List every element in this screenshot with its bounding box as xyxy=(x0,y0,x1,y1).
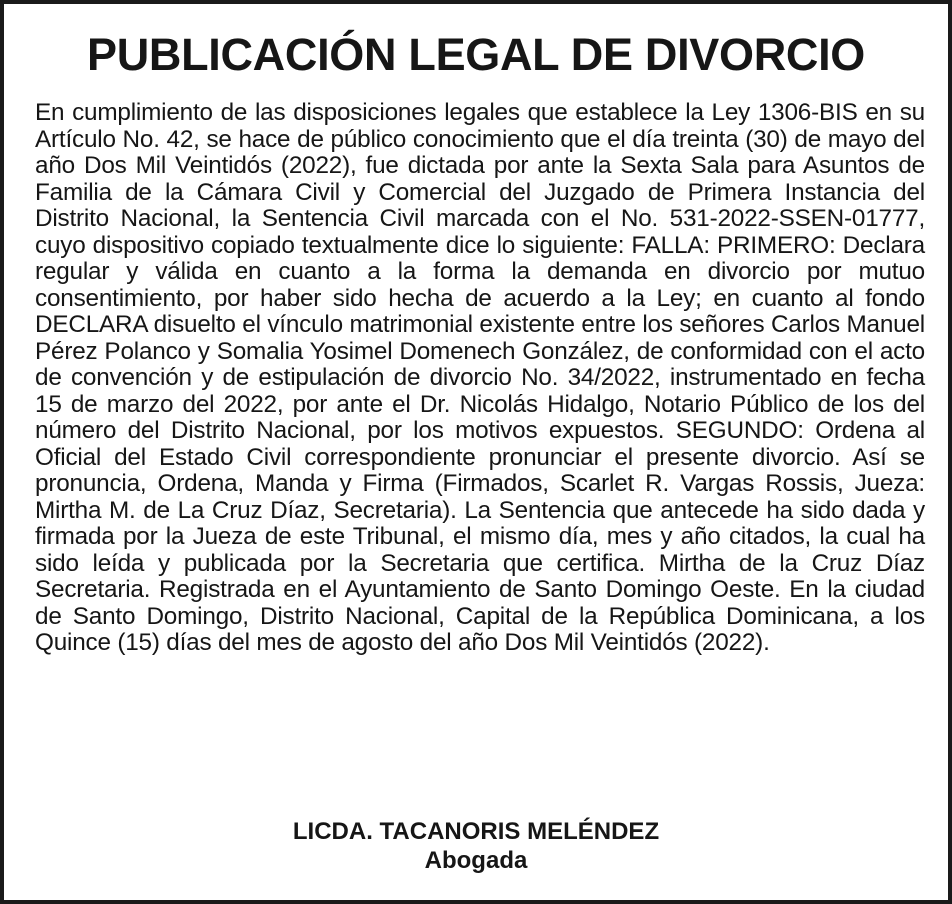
notice-body: En cumplimiento de las disposiciones legales que establece la Ley 1306-BIS en su Artículo No. 42, se hace de público conocimiento que el día treinta (30) de mayo del año Dos Mil Veintidós (2022), fue dictada por ante la Sexta Sala para Asuntos de Familia de la Cámara Civil y Comercial del Juzgado de Primera Instancia del Distrito Nacional, la Sentencia Civil marcada con el No. 531-2022-SSEN-01777, cuyo dispositivo copiado textualmente dice lo siguiente: FALLA: PRIMERO: Declara regular y válida en cuanto a la forma la demanda en divorcio por mutuo consentimiento, por haber sido hecha de acuerdo a la Ley; en cuanto al fondo DECLARA disuelto el vínculo matrimonial existente entre los señores Carlos Manuel Pérez Polanco y Somalia Yosimel Domenech González, de conformidad con el acto de convención y de estipulación de divorcio No. 34/2022, instrumentado en fecha 15 de marzo del 2022, por ante el Dr. Nicolás Hidalgo, Notario Público de los del número del Distrito Nacional, por los motivos expuestos. SEGUNDO: Ordena al Oficial del Estado Civil correspondiente pronunciar el presente divorcio. Así se pronuncia, Ordena, Manda y Firma (Firmados, Scarlet R. Vargas Rossis, Jueza: Mirtha M. de La Cruz Díaz, Secretaria). La Sentencia que antecede ha sido dada y firmada por la Jueza de este Tribunal, el mismo día, mes y año citados, la cual ha sido leída y publicada por la Secretaria que certifica. Mirtha de la Cruz Díaz Secretaria. Registrada en el Ayuntamiento de Santo Domingo Oeste. En la ciudad de Santo Domingo, Distrito Nacional, Capital de la República Dominicana, a los Quince (15) días del mes de agosto del año Dos Mil Veintidós (2022). xyxy=(35,99,925,656)
signatory-role: Abogada xyxy=(424,847,528,874)
signatory-name: LICDA. TACANORIS MELÉNDEZ xyxy=(292,818,660,845)
signature-block xyxy=(4,817,948,875)
notice-title: PUBLICACIÓN LEGAL DE DIVORCIO xyxy=(86,29,865,80)
